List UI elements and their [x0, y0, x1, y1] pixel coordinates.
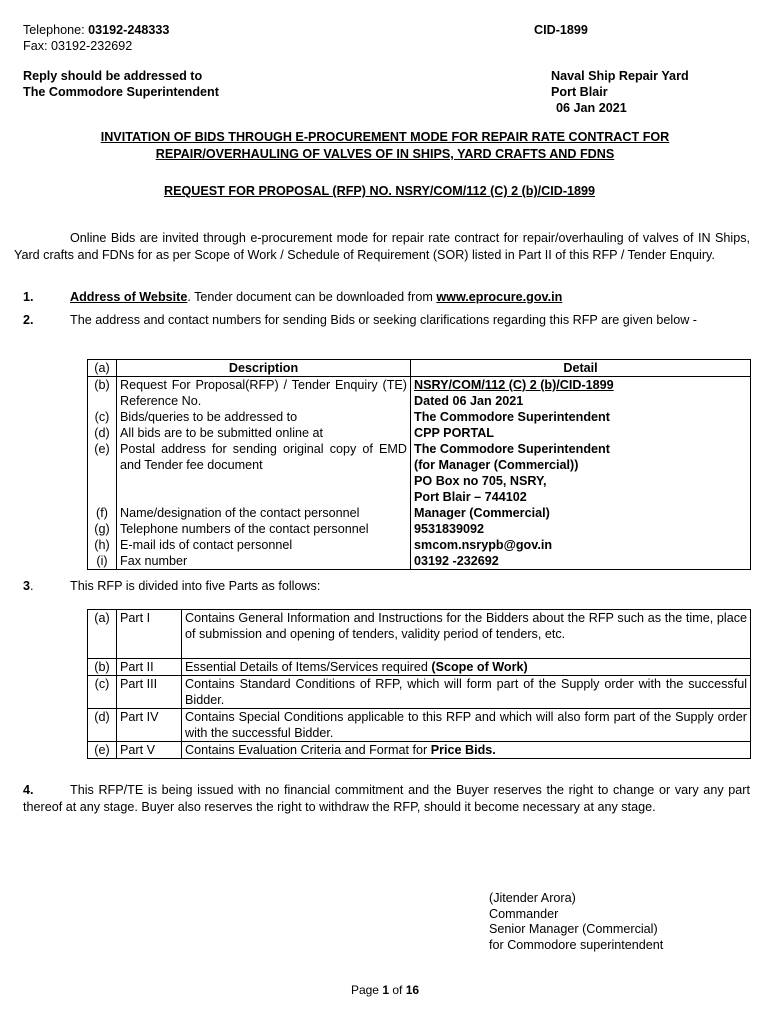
table-cell: Contains Standard Conditions of RFP, which will form part of the Supply order with the successful Bidder.: [182, 676, 751, 709]
postal-line-4: Port Blair – 744102: [414, 490, 527, 504]
rfp-date: Dated 06 Jan 2021: [414, 394, 524, 408]
table-row: [88, 742, 751, 759]
letter-date: 06 Jan 2021: [556, 101, 627, 115]
table-cell: Bids/queries to be addressed to: [117, 409, 411, 425]
page-of: of: [389, 983, 406, 997]
table-header-description: Description: [117, 360, 411, 377]
table-cell: E-mail ids of contact personnel: [117, 537, 411, 553]
org-line-2: Port Blair: [551, 85, 608, 99]
signature-designation: Senior Manager (Commercial): [489, 922, 658, 936]
table-cell: Part III: [117, 676, 182, 709]
intro-paragraph: Online Bids are invited through e-procurement mode for repair rate contract for repair/overhauling of valves of IN Ships, Yard crafts and FDNs for as per Scope of Work / Schedule of Requirement (SOR) listed in Part II of this RFP / Tender Enquiry.: [14, 231, 750, 262]
part5-bold: Price Bids.: [430, 743, 496, 757]
part2-text: Essential Details of Items/Services required: [185, 660, 432, 674]
table-cell: 03192 -232692: [411, 553, 751, 570]
para1-heading: Address of Website: [70, 290, 188, 304]
website-link[interactable]: www.eprocure.gov.in: [436, 290, 563, 304]
table-cell: [411, 377, 751, 410]
page-number: [0, 982, 770, 998]
reply-line-1: Reply should be addressed to: [23, 69, 203, 83]
signature-rank: Commander: [489, 907, 559, 921]
table-cell: Manager (Commercial): [411, 505, 751, 521]
table-cell: (f): [88, 505, 117, 521]
telephone-label: Telephone:: [23, 23, 85, 37]
table-cell: (c): [88, 409, 117, 425]
table-row: [88, 709, 751, 742]
page-current: 1: [382, 983, 389, 997]
table-cell: Name/designation of the contact personnel: [117, 505, 411, 521]
table-cell: 9531839092: [411, 521, 751, 537]
contact-details-table: [87, 359, 751, 570]
page-total: 16: [405, 983, 420, 997]
page-prefix: Page: [350, 983, 383, 997]
table-cell: [182, 659, 751, 676]
table-cell: (i): [88, 553, 117, 570]
table-row: [88, 505, 751, 521]
rfp-parts-table: [87, 609, 751, 759]
table-row: [88, 521, 751, 537]
table-row: [88, 676, 751, 709]
part2-bold: (Scope of Work): [431, 660, 528, 674]
para4-number: 4.: [23, 783, 34, 797]
para3-dot: .: [30, 579, 34, 593]
table-cell: (g): [88, 521, 117, 537]
rfp-reference: NSRY/COM/112 (C) 2 (b)/CID-1899: [414, 378, 614, 392]
table-cell: (e): [88, 441, 117, 505]
signature-name: (Jitender Arora): [489, 891, 576, 905]
title-line-1: INVITATION OF BIDS THROUGH E-PROCUREMENT MODE FOR REPAIR RATE CONTRACT FOR: [100, 130, 670, 144]
table-row: [88, 441, 751, 505]
part5-text: Contains Evaluation Criteria and Format for: [185, 743, 431, 757]
table-cell: [182, 742, 751, 759]
table-cell: Request For Proposal(RFP) / Tender Enquiry (TE) Reference No.: [117, 377, 411, 410]
table-row: [88, 537, 751, 553]
table-cell: (h): [88, 537, 117, 553]
table-cell: All bids are to be submitted online at: [117, 425, 411, 441]
table-cell: CPP PORTAL: [411, 425, 751, 441]
table-cell: Part II: [117, 659, 182, 676]
table-cell: Part IV: [117, 709, 182, 742]
fax-line: Fax: 03192-232692: [23, 39, 133, 53]
table-row: [88, 553, 751, 570]
para1-number: 1.: [23, 290, 34, 304]
para1-text: [70, 289, 562, 305]
table-cell: (c): [88, 676, 117, 709]
telephone-line: [23, 22, 169, 38]
table-cell: Postal address for sending original copy of EMD and Tender fee document: [117, 441, 411, 505]
postal-line-3: PO Box no 705, NSRY,: [414, 474, 547, 488]
para2-text: The address and contact numbers for sending Bids or seeking clarifications regarding this RFP are given below -: [70, 313, 697, 327]
para4-text: This RFP/TE is being issued with no financial commitment and the Buyer reserves the right to change or vary any part thereof at any stage. Buyer also reserves the right to withdraw the RFP, should it become necessary at any stage.: [23, 783, 750, 814]
table-cell: (b): [88, 377, 117, 410]
table-row: [88, 610, 751, 659]
para3-num: 3: [23, 579, 31, 593]
table-cell: (a): [88, 360, 117, 377]
email-address[interactable]: smcom.nsrypb@gov.in: [411, 537, 751, 553]
table-row: [88, 425, 751, 441]
title-line-2: REPAIR/OVERHAULING OF VALVES OF IN SHIPS, YARD CRAFTS AND FDNS: [155, 147, 615, 161]
table-cell: (d): [88, 425, 117, 441]
table-cell: Part I: [117, 610, 182, 659]
signature-for: for Commodore superintendent: [489, 938, 664, 952]
table-cell: Fax number: [117, 553, 411, 570]
table-cell: Telephone numbers of the contact personnel: [117, 521, 411, 537]
reply-line-2: The Commodore Superintendent: [23, 85, 219, 99]
table-header-row: [88, 360, 751, 377]
postal-line-2: (for Manager (Commercial)): [414, 458, 579, 472]
table-row: [88, 659, 751, 676]
table-cell: Contains General Information and Instructions for the Bidders about the RFP such as the time, place of submission and opening of tenders, validity period of tenders, etc.: [182, 610, 751, 659]
rfp-number: REQUEST FOR PROPOSAL (RFP) NO. NSRY/COM/112 (C) 2 (b)/CID-1899: [164, 184, 596, 198]
para3-text: This RFP is divided into five Parts as follows:: [70, 579, 321, 593]
telephone-number: 03192-248333: [88, 23, 170, 37]
table-cell: Contains Special Conditions applicable to this RFP and which will also form part of the Supply order with the successful Bidder.: [182, 709, 751, 742]
postal-line-1: The Commodore Superintendent: [414, 442, 610, 456]
org-line-1: Naval Ship Repair Yard: [551, 69, 689, 83]
table-header-detail: Detail: [411, 360, 751, 377]
table-cell: [411, 441, 751, 505]
table-cell: (e): [88, 742, 117, 759]
table-cell: (b): [88, 659, 117, 676]
table-cell: (d): [88, 709, 117, 742]
para3-number: [23, 578, 34, 594]
table-row: [88, 377, 751, 410]
cid-number: CID-1899: [534, 23, 588, 37]
table-row: [88, 409, 751, 425]
table-cell: The Commodore Superintendent: [411, 409, 751, 425]
para1-body: . Tender document can be downloaded from: [187, 290, 437, 304]
table-cell: (a): [88, 610, 117, 659]
table-cell: Part V: [117, 742, 182, 759]
para2-number: 2.: [23, 313, 34, 327]
